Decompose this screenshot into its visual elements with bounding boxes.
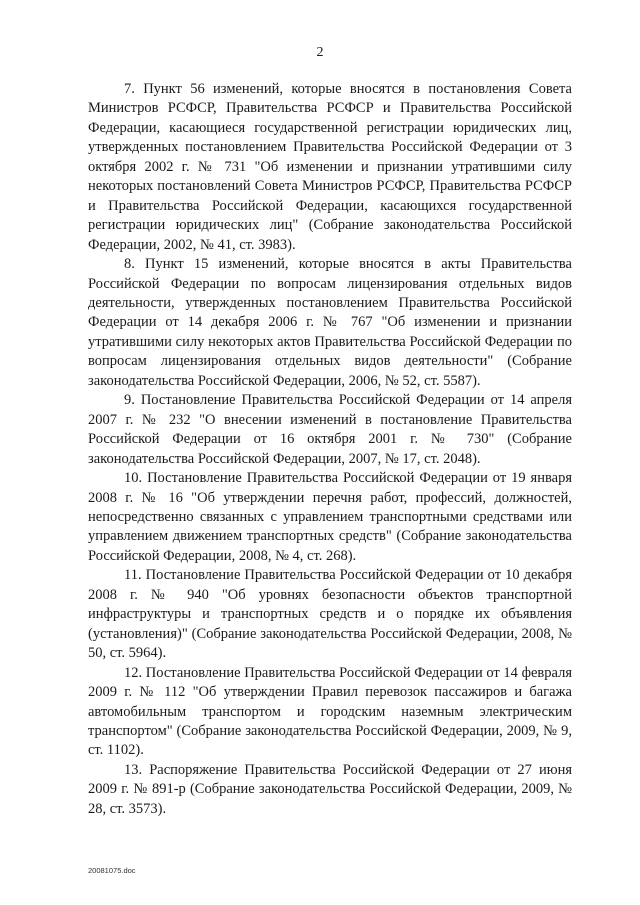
- document-body: [88, 80, 572, 819]
- paragraph-item-10: 10. Постановление Правительства Российской Федерации от 19 января 2008 г. № 16 "Об утверждении перечня работ, профессий, должностей, непосредственно связанных с управлением транспортными средствами или управлением движением транспортных средств" (Собрание законодательства Российской Федерации, 2008, № 4, ст. 268).: [88, 470, 572, 564]
- footer-filename: 20081075.doc: [88, 866, 136, 875]
- page-number: 2: [316, 45, 324, 60]
- paragraph-item-12: 12. Постановление Правительства Российской Федерации от 14 февраля 2009 г. № 112 "Об утверждении Правил перевозок пассажиров и багажа автомобильным транспортом и городским наземным электрическим транспортом" (Собрание законодательства Российской Федерации, 2009, № 9, ст. 1102).: [88, 664, 572, 759]
- paragraph-item-9: 9. Постановление Правительства Российской Федерации от 14 апреля 2007 г. № 232 "О внесении изменений в постановление Правительства Российской Федерации от 16 октября 2001 г. № 730" (Собрание законодательства Российской Федерации, 2007, № 17, ст. 2048).: [88, 392, 572, 467]
- paragraph-item-11: 11. Постановление Правительства Российской Федерации от 10 декабря 2008 г. № 940 "Об уровнях безопасности объектов транспортной инфраструктуры и транспортных средств и о порядке их объявления (установления)" (Собрание законодательства Российской Федерации, 2008, № 50, ст. 5964).: [88, 567, 572, 662]
- paragraph-item-8: 8. Пункт 15 изменений, которые вносятся в акты Правительства Российской Федерации по вопросам лицензирования отдельных видов деятельности, утвержденных постановлением Правительства Российской Федерации от 14 декабря 2006 г. № 767 "Об изменении и признании утратившими силу некоторых актов Правительства Российской Федерации по вопросам лицензирования отдельных видов деятельности" (Собрание законодательства Российской Федерации, 2006, № 52, ст. 5587).: [88, 256, 572, 389]
- paragraph-item-7: 7. Пункт 56 изменений, которые вносятся в постановления Совета Министров РСФСР, Правительства РСФСР и Правительства Российской Федерации, касающиеся государственной регистрации юридических лиц, утвержденных постановлением Правительства Российской Федерации от 3 октября 2002 г. № 731 "Об изменении и признании утратившими силу некоторых постановлений Совета Министров РСФСР, Правительства РСФСР и Правительства Российской Федерации, касающихся государственной регистрации юридических лиц" (Собрание законодательства Российской Федерации, 2002, № 41, ст. 3983).: [88, 81, 572, 253]
- paragraph-item-13: 13. Распоряжение Правительства Российской Федерации от 27 июня 2009 г. № 891-р (Собрание законодательства Российской Федерации, 2009, № 28, ст. 3573).: [88, 761, 572, 817]
